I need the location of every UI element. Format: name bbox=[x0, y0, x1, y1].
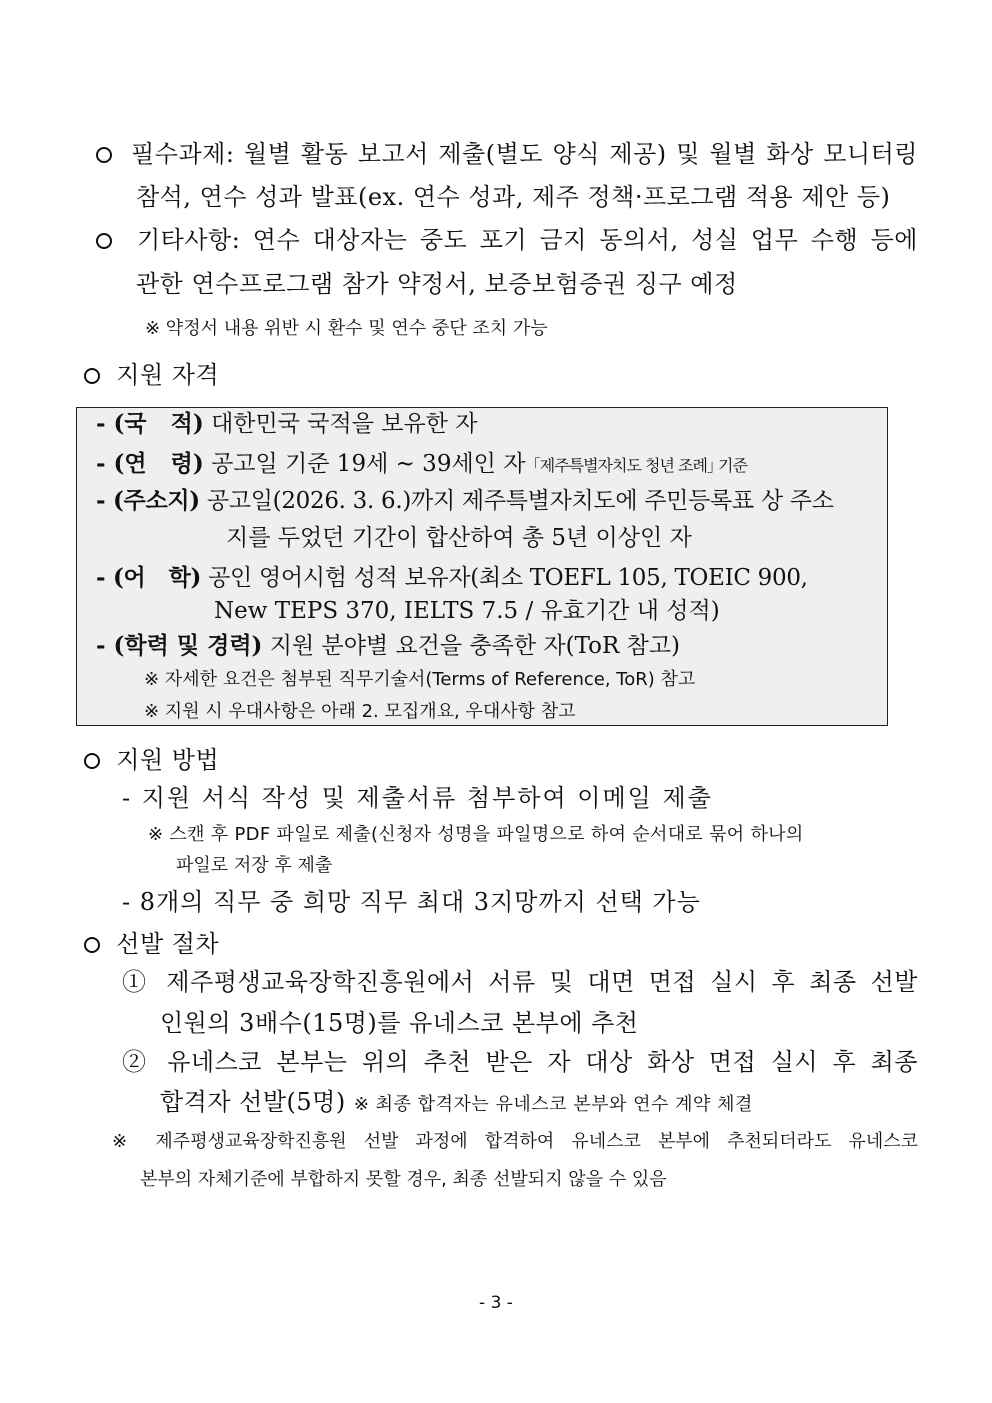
task-line-2: 참석, 연수 성과 발표(ex. 연수 성과, 제주 정책·프로그램 적용 제안 등) bbox=[136, 183, 891, 211]
language-text-2: New TEPS 370, IELTS 7.5 / 유효기간 내 성적) bbox=[214, 598, 720, 624]
selection-note-line-2: 본부의 자체기준에 부합하지 못할 경우, 최종 선발되지 않을 수 있음 bbox=[140, 1169, 667, 1190]
age-note: ｢제주특별자치도 청년 조례｣ 기준 bbox=[532, 456, 747, 475]
address-label: - (주소지) bbox=[96, 487, 200, 514]
address-text-2: 지를 두었던 기간이 합산하여 총 5년 이상인 자 bbox=[226, 525, 692, 551]
language-label: - (어 학) bbox=[96, 564, 202, 591]
address-row bbox=[96, 489, 834, 513]
task-line-1 bbox=[96, 142, 918, 166]
method-item-2: - 8개의 직무 중 희망 직무 최대 3지망까지 선택 가능 bbox=[122, 888, 701, 916]
selection-step-2-note: ※ 최종 합격자는 유네스코 본부와 연수 계약 체결 bbox=[353, 1094, 753, 1115]
page-number: - 3 - bbox=[479, 1293, 513, 1313]
age-row bbox=[96, 452, 747, 476]
age-text: 공고일 기준 19세 ~ 39세인 자 bbox=[211, 451, 526, 477]
misc-note: ※ 약정서 내용 위반 시 환수 및 연수 중단 조치 가능 bbox=[145, 318, 548, 339]
circle-bullet-icon bbox=[96, 147, 112, 163]
nationality-text: 대한민국 국적을 보유한 자 bbox=[211, 411, 478, 437]
method-note-line-1: ※ 스캔 후 PDF 파일로 제출(신청자 성명을 파일명으로 하여 순서대로 묶어 하나의 bbox=[148, 824, 804, 845]
misc-text-1: 기타사항: 연수 대상자는 중도 포기 금지 동의서, 성실 업무 수행 등에 bbox=[136, 226, 918, 254]
selection-step-1-line-2: 인원의 3배수(15명)를 유네스코 본부에 추천 bbox=[160, 1009, 639, 1037]
circle-bullet-icon bbox=[84, 753, 100, 769]
circle-bullet-icon bbox=[96, 233, 112, 249]
edu-label: - (학력 및 경력) bbox=[96, 632, 263, 659]
method-heading-text: 지원 방법 bbox=[116, 746, 220, 774]
edu-row bbox=[96, 634, 680, 658]
method-heading bbox=[84, 748, 219, 772]
selection-step-2-line-2 bbox=[160, 1090, 753, 1114]
selection-step-2-text: 합격자 선발(5명) bbox=[160, 1088, 346, 1116]
selection-heading bbox=[84, 932, 219, 956]
qualification-heading bbox=[84, 363, 219, 387]
misc-line-1 bbox=[96, 228, 918, 252]
language-text-1: 공인 영어시험 성적 보유자(최소 TOEFL 105, TOEIC 900, bbox=[208, 565, 808, 591]
qualification-note-1: ※ 자세한 요건은 첨부된 직무기술서(Terms of Reference, ToR) 참고 bbox=[144, 669, 696, 690]
selection-heading-text: 선발 절차 bbox=[116, 930, 220, 958]
task-text-1: 필수과제: 월별 활동 보고서 제출(별도 양식 제공) 및 월별 화상 모니터링 bbox=[131, 140, 918, 168]
selection-step-2-line-1: ② 유네스코 본부는 위의 추천 받은 자 대상 화상 면접 실시 후 최종 bbox=[122, 1048, 918, 1076]
qualification-heading-text: 지원 자격 bbox=[116, 361, 220, 389]
selection-note-line-1: ※ 제주평생교육장학진흥원 선발 과정에 합격하여 유네스코 본부에 추천되더라도 유네스코 bbox=[112, 1131, 918, 1152]
selection-step-1-line-1: ① 제주평생교육장학진흥원에서 서류 및 대면 면접 실시 후 최종 선발 bbox=[122, 968, 918, 996]
qualification-note-2: ※ 지원 시 우대사항은 아래 2. 모집개요, 우대사항 참고 bbox=[144, 701, 576, 722]
age-label: - (연 령) bbox=[96, 450, 204, 477]
misc-line-2: 관한 연수프로그램 참가 약정서, 보증보험증권 징구 예정 bbox=[136, 270, 738, 298]
circle-bullet-icon bbox=[84, 937, 100, 953]
nationality-row bbox=[96, 412, 477, 436]
circle-bullet-icon bbox=[84, 368, 100, 384]
language-row bbox=[96, 566, 808, 590]
method-note-line-2: 파일로 저장 후 제출 bbox=[176, 855, 333, 876]
edu-text: 지원 분야별 요건을 충족한 자(ToR 참고) bbox=[269, 633, 681, 659]
nationality-label: - (국 적) bbox=[96, 410, 204, 437]
address-text-1: 공고일(2026. 3. 6.)까지 제주특별자치도에 주민등록표 상 주소 bbox=[206, 488, 834, 514]
method-item-1: - 지원 서식 작성 및 제출서류 첨부하여 이메일 제출 bbox=[122, 784, 713, 812]
